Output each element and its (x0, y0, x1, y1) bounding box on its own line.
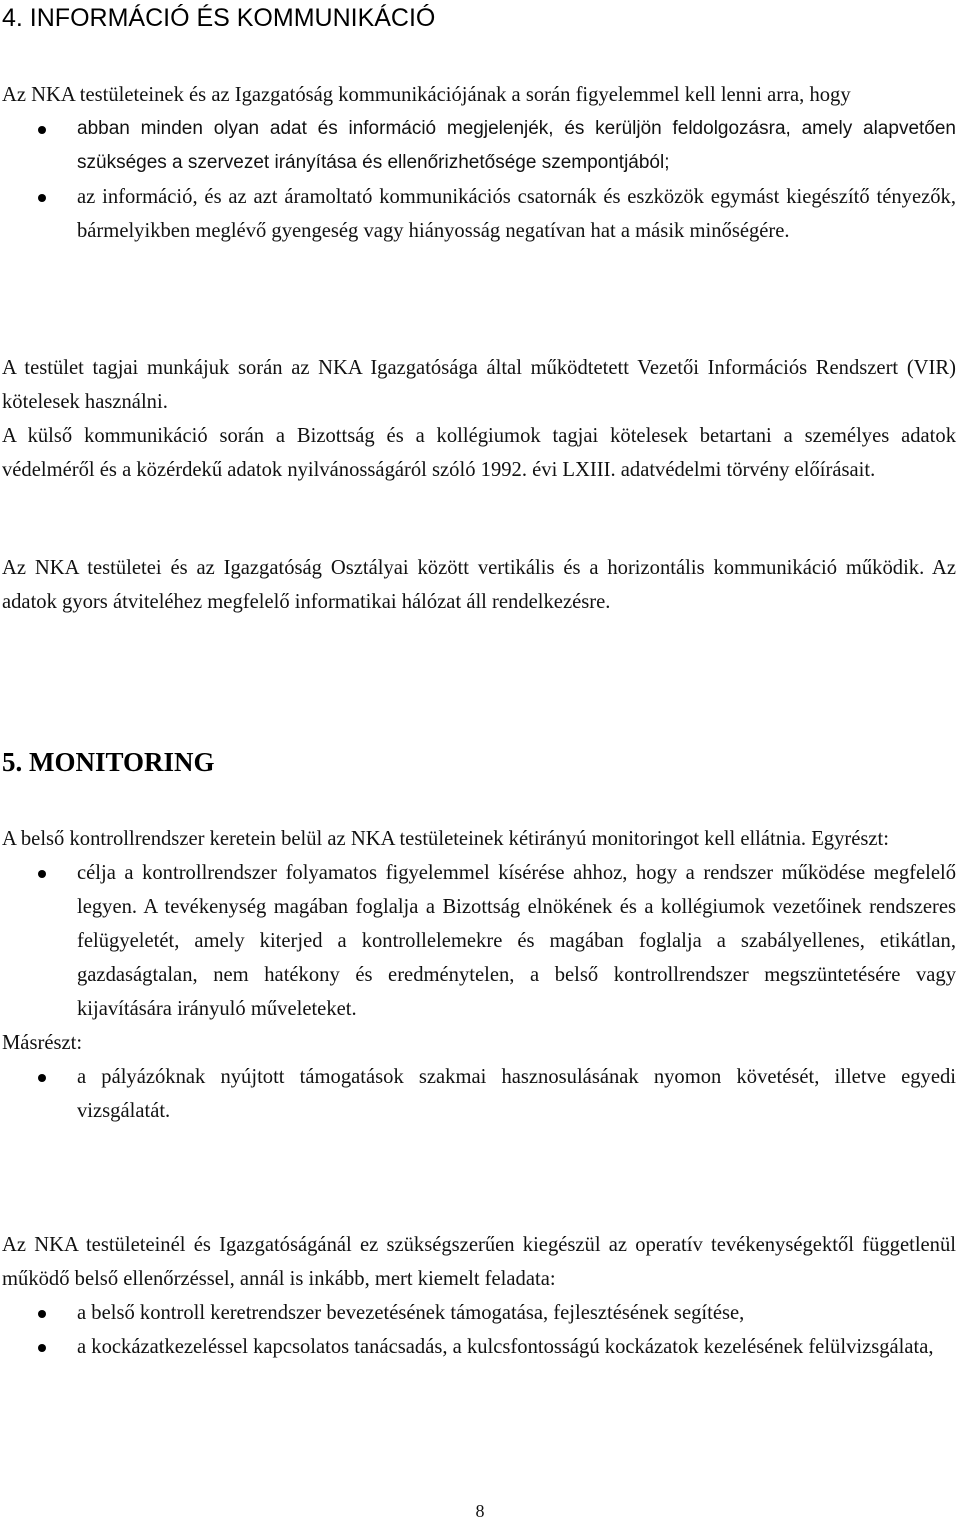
list-item (2, 1296, 956, 1330)
list-item-text: a kockázatkezeléssel kapcsolatos tanácsadás, a kulcsfontosságú kockázatok kezelésének felülvizsgálata, (77, 1336, 934, 1358)
bullet-icon (38, 194, 46, 202)
list-item (2, 1060, 956, 1128)
list-item-text: az információ, és az azt áramoltató kommunikációs csatornák és eszközök egymást kiegészítő tényezők, bármelyikben meglévő gyengeség vagy hiányosság negatívan hat a másik minőségére. (77, 186, 956, 242)
monitoring-bullet-list-c (2, 1296, 956, 1364)
monitoring-intro: A belső kontrollrendszer keretein belül az NKA testületeinek kétirányú monitoringot kell ellátnia. Egyrészt: (2, 828, 889, 850)
list-item (2, 112, 956, 180)
vir-paragraph-block (2, 351, 956, 487)
section4-bullet-list (2, 112, 956, 248)
bullet-icon (38, 1074, 46, 1082)
page-number: 8 (475, 1501, 485, 1521)
bullet-icon (38, 1310, 46, 1318)
monitoring-bullet-list-b (2, 1060, 956, 1128)
list-item (2, 180, 956, 248)
operative-paragraph-block (2, 1228, 956, 1364)
section4-intro-block (2, 78, 956, 248)
list-item (2, 856, 956, 1026)
list-item-text: abban minden olyan adat és információ megjelenjék, és kerüljön feldolgozásra, amely alapvetően szükséges a szervezet irányítása és ellenőrizhetősége szempontjából; (77, 118, 956, 173)
list-item-text: a belső kontroll keretrendszer bevezetésének támogatása, fejlesztésének segítése, (77, 1302, 745, 1324)
vir-paragraph: A testület tagjai munkájuk során az NKA Igazgatósága által működtetett Vezetői Információs Rendszert (VIR) kötelesek használni. (2, 357, 956, 413)
masreszt-label: Másrészt: (2, 1032, 83, 1054)
bullet-icon (38, 870, 46, 878)
external-communication-paragraph: A külső kommunikáció során a Bizottság és a kollégiumok tagjai kötelesek betartani a személyes adatok védelméről és a közérdekű adatok nyilvánosságáról szóló 1992. évi LXIII. adatvédelmi törvény előírásait. (2, 425, 956, 481)
section-heading-information: 4. INFORMÁCIÓ ÉS KOMMUNIKÁCIÓ (2, 4, 436, 32)
list-item-text: célja a kontrollrendszer folyamatos figyelemmel kísérése ahhoz, hogy a rendszer működése megfelelő legyen. A tevékenység magában foglalja a Bizottság elnökének és a kollégiumok vezetőinek rendszeres felügyeletét, amely kiterjed a kontrollelemekre és magában foglalja a szabályellenes, etikátlan, gazdaságtalan, nem hatékony és eredménytelen, a belső kontrollrendszer megszüntetésére vagy kijavítására irányuló műveleteket. (77, 862, 956, 1020)
monitoring-bullet-list-a (2, 856, 956, 1026)
section4-intro: Az NKA testületeinek és az Igazgatóság kommunikációjának a során figyelemmel kell lenni arra, hogy (2, 84, 851, 106)
operative-paragraph: Az NKA testületeinél és Igazgatóságánál ez szükségszerűen kiegészül az operatív tevékenységektől függetlenül működő belső ellenőrzéssel, annál is inkább, mert kiemelt feladata: (2, 1234, 956, 1290)
bullet-icon (38, 1344, 46, 1352)
section5-intro-block (2, 822, 956, 1128)
bullet-icon (38, 126, 46, 134)
communication-paragraph: Az NKA testületei és az Igazgatóság Osztályai között vertikális és a horizontális kommunikáció működik. Az adatok gyors átviteléhez megfelelő informatikai hálózat áll rendelkezésre. (2, 557, 956, 613)
list-item (2, 1330, 956, 1364)
communication-paragraph-block (2, 551, 956, 619)
section-heading-monitoring: 5. MONITORING (2, 747, 215, 777)
list-item-text: a pályázóknak nyújtott támogatások szakmai hasznosulásának nyomon követését, illetve egyedi vizsgálatát. (77, 1066, 956, 1122)
